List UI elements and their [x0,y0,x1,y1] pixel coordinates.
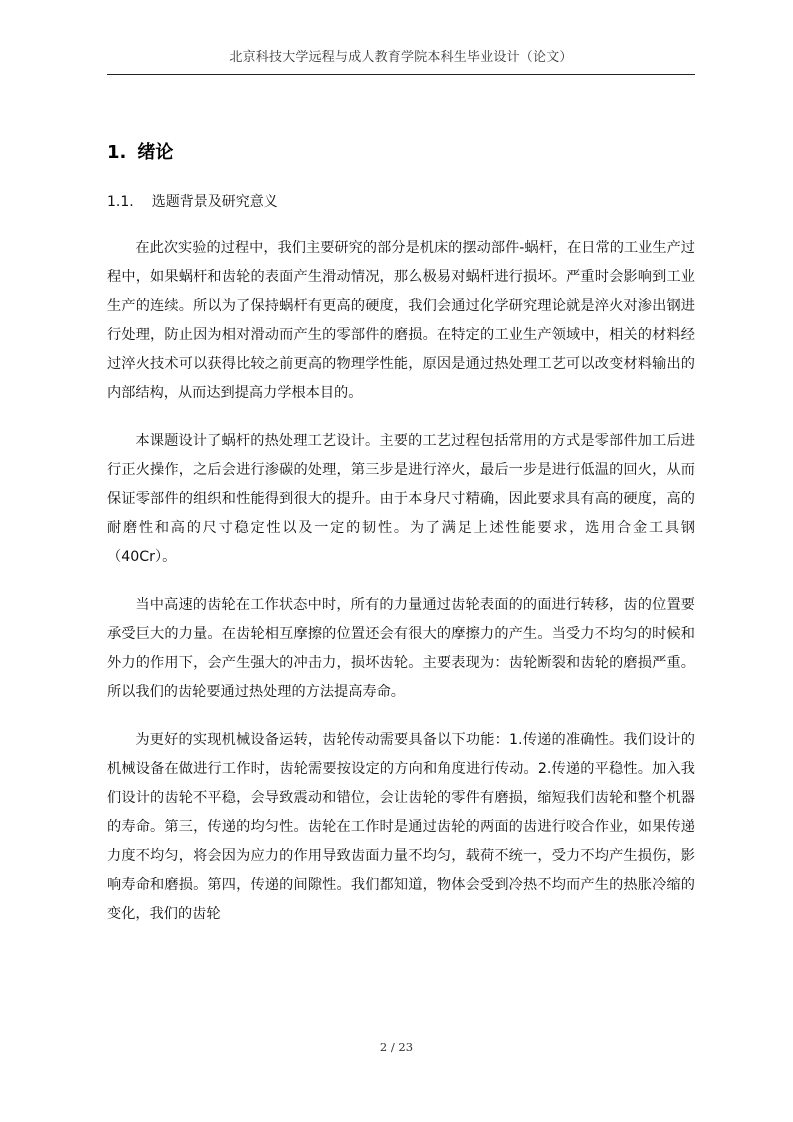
chapter-title: 绪论 [137,142,174,163]
paragraph-4: 为更好的实现机械设备运转，齿轮传动需要具备以下功能：1.传递的准确性。我们设计的机械设备在做进行工作时，齿轮需要按设定的方向和角度进行传动。2.传递的平稳性。加入我们设计的齿轮不平稳，会导致震动和错位，会让齿轮的零件有磨损，缩短我们齿轮和整个机器的寿命。第三，传递的均匀性。齿轮在工作时是通过齿轮的两面的齿进行咬合作业，如果传递力度不均匀，将会因为应力的作用导致齿面力量不均匀，载荷不统一，受力不均产生损伤，影响寿命和磨损。第四，传递的间隙性。我们都知道，物体会受到冷热不均而产生的热胀冷缩的变化，我们的齿轮 [107,732,695,922]
header-divider [107,74,695,75]
paragraph-3: 当中高速的齿轮在工作状态中时，所有的力量通过齿轮表面的的面进行转移，齿的位置要承受巨大的力量。在齿轮相互摩擦的位置还会有很大的摩擦力的产生。当受力不均匀的时候和外力的作用下，会产生强大的冲击力，损坏齿轮。主要表现为：齿轮断裂和齿轮的磨损严重。所以我们的齿轮要通过热处理的方法提高寿命。 [107,597,695,700]
paragraph-1: 在此次实验的过程中，我们主要研究的部分是机床的摆动部件-蜗杆，在日常的工业生产过程中，如果蜗杆和齿轮的表面产生滑动情况，那么极易对蜗杆进行损坏。严重时会影响到工业生产的连续。所以为了保持蜗杆有更高的硬度，我们会通过化学研究理论就是淬火对渗出钢进行处理，防止因为相对滑动而产生的零部件的磨损。在特定的工业生产领域中，相关的材料经过淬火技术可以获得比较之前更高的物理学性能，原因是通过热处理工艺可以改变材料输出的内部结构，从而达到提高力学根本目的。 [107,240,695,401]
section-title: 选题背景及研究意义 [151,194,278,210]
chapter-heading [107,141,173,165]
body-text [107,234,695,948]
chapter-number: 1. [107,142,127,163]
section-heading [107,192,278,212]
paragraph-2: 本课题设计了蜗杆的热处理工艺设计。主要的工艺过程包括常用的方式是零部件加工后进行正火操作，之后会进行渗碳的处理，第三步是进行淬火，最后一步是进行低温的回火，从而保证零部件的组织和性能得到很大的提升。由于本身尺寸精确，因此要求具有高的硬度，高的耐磨性和高的尺寸稳定性以及一定的韧性。为了满足上述性能要求，选用合金工具钢（40Cr）。 [107,433,695,565]
section-number: 1.1. [107,194,134,210]
running-header: 北京科技大学远程与成人教育学院本科生毕业设计（论文） [229,50,573,65]
page-number: 2 / 23 [379,1040,414,1054]
